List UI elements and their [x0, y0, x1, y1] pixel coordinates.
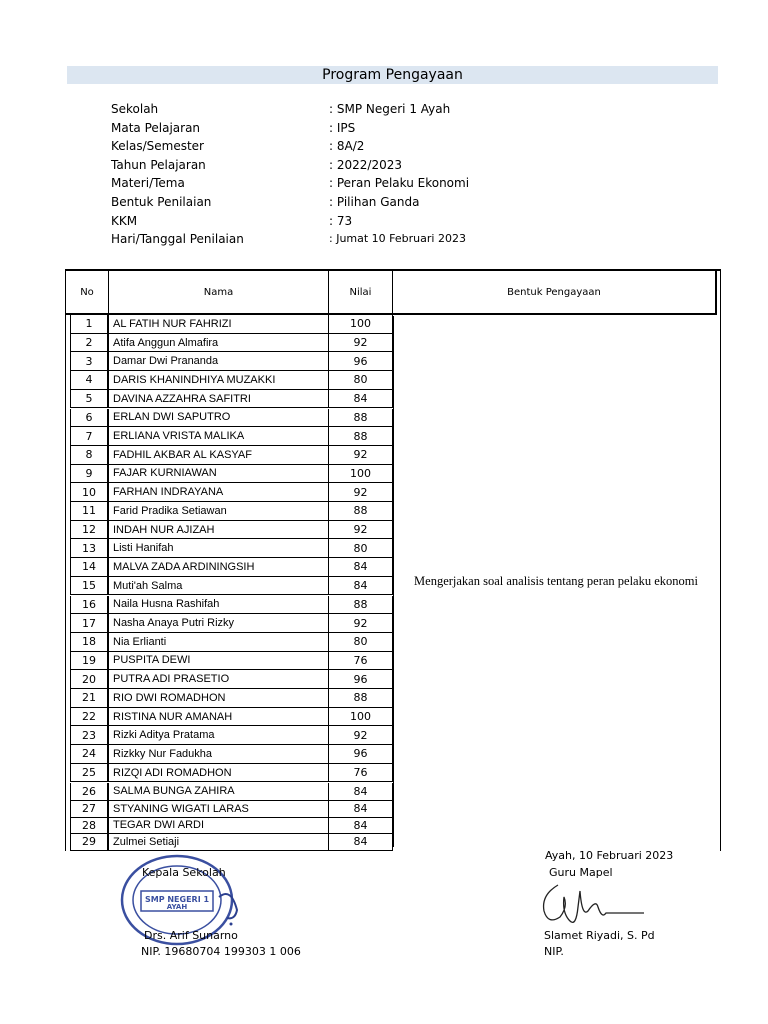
row-nilai: 100 — [328, 465, 393, 484]
row-nilai: 88 — [328, 427, 393, 446]
row-no: 14 — [70, 558, 108, 577]
row-no: 28 — [70, 818, 108, 835]
header-nama: Nama — [109, 271, 329, 313]
place-date: Ayah, 10 Februari 2023 — [545, 849, 674, 862]
row-no: 6 — [70, 409, 108, 428]
row-no: 16 — [70, 596, 108, 615]
row-nilai: 76 — [328, 652, 393, 671]
page-title: Program Pengayaan — [67, 66, 718, 84]
row-no: 22 — [70, 708, 108, 727]
row-nama: INDAH NUR AJIZAH — [108, 521, 329, 540]
row-nilai: 92 — [328, 726, 393, 745]
row-nama: Rizkky Nur Fadukha — [108, 745, 329, 764]
row-nilai: 92 — [328, 614, 393, 633]
info-value: : Jumat 10 Februari 2023 — [329, 232, 466, 246]
info-value: : SMP Negeri 1 Ayah — [329, 102, 451, 116]
info-value: : Pilihan Ganda — [329, 194, 420, 209]
row-nama: FAJAR KURNIAWAN — [108, 465, 329, 484]
row-no: 9 — [70, 465, 108, 484]
header-nilai: Nilai — [329, 271, 393, 313]
row-nama: Muti'ah Salma — [108, 577, 329, 596]
row-nilai: 96 — [328, 670, 393, 689]
row-no: 11 — [70, 502, 108, 521]
row-nilai: 84 — [328, 783, 393, 802]
row-nama: RISTINA NUR AMANAH — [108, 708, 329, 727]
header-bentuk: Bentuk Pengayaan — [393, 271, 717, 313]
row-nama: Zulmei Setiaji — [108, 834, 329, 851]
row-nilai: 76 — [328, 764, 393, 783]
info-label: Mata Pelajaran — [111, 120, 201, 135]
row-nama: FADHIL AKBAR AL KASYAF — [108, 446, 329, 465]
row-no: 8 — [70, 446, 108, 465]
svg-text:SMP NEGERI 1: SMP NEGERI 1 — [144, 895, 210, 904]
row-no: 10 — [70, 483, 108, 502]
row-nilai: 88 — [328, 409, 393, 428]
row-nama: Rizki Aditya Pratama — [108, 726, 329, 745]
row-nilai: 100 — [328, 708, 393, 727]
left-name: Drs. Arif Sunarno — [144, 929, 238, 942]
row-nilai: 80 — [328, 633, 393, 652]
row-no: 7 — [70, 427, 108, 446]
row-nama: Listi Hanifah — [108, 539, 329, 558]
row-nilai: 92 — [328, 521, 393, 540]
row-nama: PUTRA ADI PRASETIO — [108, 670, 329, 689]
row-nilai: 92 — [328, 446, 393, 465]
info-value: : 2022/2023 — [329, 157, 402, 172]
row-nama: MALVA ZADA ARDININGSIH — [108, 558, 329, 577]
left-role: Kepala Sekolah — [142, 866, 226, 879]
row-nama: FARHAN INDRAYANA — [108, 483, 329, 502]
row-no: 3 — [70, 352, 108, 371]
row-no: 15 — [70, 577, 108, 596]
row-no: 18 — [70, 633, 108, 652]
row-no: 5 — [70, 390, 108, 409]
row-no: 25 — [70, 764, 108, 783]
row-nama: Damar Dwi Prananda — [108, 352, 329, 371]
info-value: : Peran Pelaku Ekonomi — [329, 176, 470, 191]
row-nama: Farid Pradika Setiawan — [108, 502, 329, 521]
info-label: Tahun Pelajaran — [111, 157, 206, 172]
row-nama: AL FATIH NUR FAHRIZI — [108, 315, 329, 334]
row-nilai: 92 — [328, 483, 393, 502]
right-role: Guru Mapel — [549, 866, 613, 879]
info-label: Materi/Tema — [111, 176, 185, 191]
row-nama: Atifa Anggun Almafira — [108, 334, 329, 353]
info-value: : 73 — [329, 213, 353, 228]
row-nama: Naila Husna Rashifah — [108, 596, 329, 615]
row-nama: DARIS KHANINDHIYA MUZAKKI — [108, 371, 329, 390]
row-nama: ERLAN DWI SAPUTRO — [108, 409, 329, 428]
teacher-signature — [536, 877, 646, 932]
row-no: 24 — [70, 745, 108, 764]
row-nama: RIZQI ADI ROMADHON — [108, 764, 329, 783]
right-nip: NIP. — [544, 945, 564, 958]
right-name: Slamet Riyadi, S. Pd — [544, 929, 655, 942]
row-no: 29 — [70, 834, 108, 851]
row-nilai: 84 — [328, 577, 393, 596]
svg-text:AYAH: AYAH — [166, 903, 188, 911]
row-nama: PUSPITA DEWI — [108, 652, 329, 671]
row-no: 19 — [70, 652, 108, 671]
row-nilai: 80 — [328, 371, 393, 390]
row-no: 21 — [70, 689, 108, 708]
row-nama: Nasha Anaya Putri Rizky — [108, 614, 329, 633]
row-nama: STYANING WIGATI LARAS — [108, 801, 329, 818]
row-nilai: 92 — [328, 334, 393, 353]
left-nip: NIP. 19680704 199303 1 006 — [141, 945, 301, 958]
info-value: : 8A/2 — [329, 139, 365, 154]
row-no: 20 — [70, 670, 108, 689]
info-label: Kelas/Semester — [111, 139, 204, 154]
row-no: 1 — [70, 315, 108, 334]
info-value: : IPS — [329, 120, 356, 135]
row-nilai: 88 — [328, 502, 393, 521]
row-no: 12 — [70, 521, 108, 540]
bentuk-pengayaan-cell: Mengerjakan soal analisis tentang peran pelaku ekonomi — [393, 316, 718, 847]
row-no: 26 — [70, 783, 108, 802]
row-nilai: 80 — [328, 539, 393, 558]
row-nilai: 96 — [328, 745, 393, 764]
row-nilai: 88 — [328, 596, 393, 615]
info-label: Sekolah — [111, 102, 159, 116]
row-nilai: 84 — [328, 558, 393, 577]
row-nama: RIO DWI ROMADHON — [108, 689, 329, 708]
info-label: Bentuk Penilaian — [111, 194, 212, 209]
row-nama: ERLIANA VRISTA MALIKA — [108, 427, 329, 446]
row-no: 4 — [70, 371, 108, 390]
row-nilai: 84 — [328, 801, 393, 818]
row-nama: SALMA BUNGA ZAHIRA — [108, 783, 329, 802]
row-no: 23 — [70, 726, 108, 745]
row-nilai: 96 — [328, 352, 393, 371]
row-nilai: 84 — [328, 818, 393, 835]
row-nama: Nia Erlianti — [108, 633, 329, 652]
row-nilai: 84 — [328, 390, 393, 409]
row-nilai: 100 — [328, 315, 393, 334]
row-no: 2 — [70, 334, 108, 353]
row-no: 27 — [70, 801, 108, 818]
info-label: Hari/Tanggal Penilaian — [111, 232, 244, 247]
info-label: KKM — [111, 213, 138, 228]
row-nilai: 84 — [328, 834, 393, 851]
row-nama: TEGAR DWI ARDI — [108, 818, 329, 835]
row-no: 13 — [70, 539, 108, 558]
row-nama: DAVINA AZZAHRA SAFITRI — [108, 390, 329, 409]
row-no: 17 — [70, 614, 108, 633]
row-nilai: 88 — [328, 689, 393, 708]
header-no: No — [66, 271, 109, 313]
